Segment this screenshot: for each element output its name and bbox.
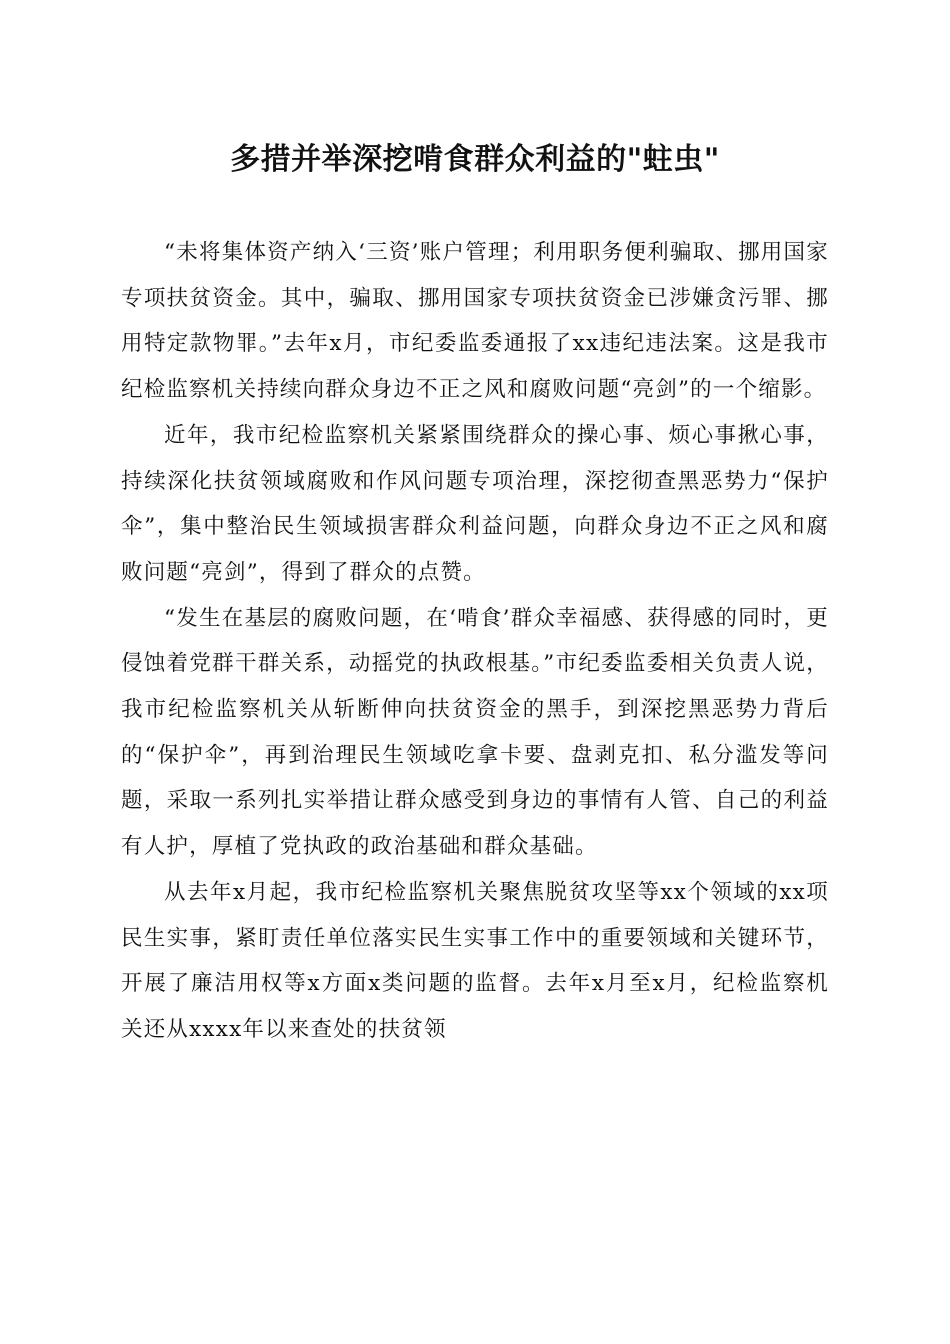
paragraph-2: 近年，我市纪检监察机关紧紧围绕群众的操心事、烦心事揪心事，持续深化扶贫领域腐败和作风问题专项治理，深挖彻查黑恶势力“保护伞”，集中整治民生领域损害群众利益问题，向群众身边不正之风和腐败问题“亮剑”，得到了群众的点赞。 bbox=[121, 422, 829, 585]
document-title: 多措并举深挖啃食群众利益的"蛀虫" bbox=[230, 142, 720, 177]
paragraph-1: “未将集体资产纳入‘三资’账户管理；利用职务便利骗取、挪用国家专项扶贫资金。其中，骗取、挪用国家专项扶贫资金已涉嫌贪污罪、挪用特定款物罪。”去年x月，市纪委监委通报了xx违纪违法案。这是我市纪检监察机关持续向群众身边不正之风和腐败问题“亮剑”的一个缩影。 bbox=[121, 240, 829, 403]
paragraph-4: 从去年x月起，我市纪检监察机关聚焦脱贫攻坚等xx个领域的xx项民生实事，紧盯责任单位落实民生实事工作中的重要领域和关键环节，开展了廉洁用权等x方面x类问题的监督。去年x月至x月，纪检监察机关还从xxxx年以来查处的扶贫领 bbox=[121, 879, 829, 1042]
document-body bbox=[121, 230, 829, 1053]
paragraph-3: “发生在基层的腐败问题，在‘啃食’群众幸福感、获得感的同时，更侵蚀着党群干群关系，动摇党的执政根基。”市纪委监委相关负责人说，我市纪检监察机关从斩断伸向扶贫资金的黑手，到深挖黑恶势力背后的“保护伞”，再到治理民生领域吃拿卡要、盘剥克扣、私分滥发等问题，采取一系列扎实举措让群众感受到身边的事情有人管、自己的利益有人护，厚植了党执政的政治基础和群众基础。 bbox=[121, 605, 829, 860]
